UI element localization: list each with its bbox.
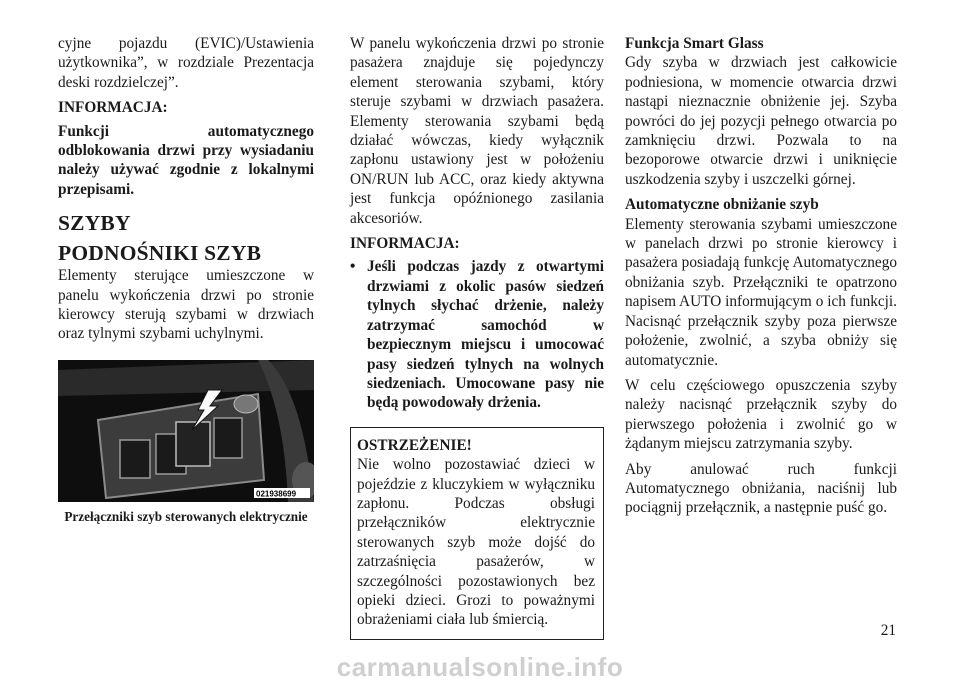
paragraph-continued: cyjne pojazdu (EVIC)/Ustawienia użytkownika”, w rozdziale Prezentacja deski rozdzielczej”. xyxy=(58,35,314,91)
window-switches-photo xyxy=(58,360,314,502)
paragraph-smart-glass: Gdy szyba w drzwiach jest całkowicie podniesiona, w momencie otwarcia drzwi nastąpi nieznacznie obniżenie jej. Szyba powróci do jej pozycji pełnego otwarcia po zamknięciu drzwi. Pozwala to na bezoporowe otwarcie drzwi i uniknięcie uszkodzenia szyby i uszczelki górnej. xyxy=(625,54,897,188)
column-middle xyxy=(350,34,604,640)
column-right xyxy=(625,34,897,518)
paragraph-cancel: Aby anulować ruch funkcji Automatycznego obniżania, naciśnij lub pociągnij przełącznik, a następnie puść go. xyxy=(625,460,897,517)
page-number: 21 xyxy=(880,622,896,639)
heading-auto-down: Automatyczne obniżanie szyb xyxy=(625,196,819,214)
paragraph-auto-down: Elementy sterowania szybami umieszczone w panelach drzwi po stronie kierowcy i pasażera posiadają funkcję Automatycznego obniżania szyb. Przełączniki te opatrzono napisem AUTO informującym o ich funkcji. Nacisnąć przełącznik szyby poza pierwsze położenie, zwolnić, a szyba obniży się automatycznie. xyxy=(625,215,897,369)
paragraph-window-controls: Elementy sterujące umieszczone w panelu wykończenia drzwi po stronie kierowcy sterują szybami w drzwiach oraz tylnymi szybami uchylnymi. xyxy=(58,267,314,343)
bullet-icon: • xyxy=(350,258,356,276)
warning-text: Nie wolno pozostawiać dzieci w pojeździe z kluczykiem w wyłączniku zapłonu. Podczas obsługi przełączników elektrycznie sterowanych szyb może dojść do zatrzaśnięcia pasażerów, w szczególności pozostawionych bez opieki dzieci. Grozi to poważnymi obrażeniami ciała lub śmiercią. xyxy=(357,456,595,629)
info-text: Funkcji automatycznego odblokowania drzwi przy wysiadaniu należy używać zgodnie z lokalnymi przepisami. xyxy=(58,122,314,198)
figure-caption: Przełączniki szyb sterowanych elektrycznie xyxy=(64,508,308,524)
image-code: 021938699 xyxy=(256,489,297,499)
warning-title: OSTRZEŻENIE! xyxy=(357,436,472,454)
info-label: INFORMACJA: xyxy=(58,99,168,117)
bullet-text: Jeśli podczas jazdy z otwartymi drzwiami z okolic pasów siedzeń tylnych słychać drżenie, należy zatrzymać samochód w bezpiecznym miejscu i umocować pasy siedzeń tylnych na wolnych siedzeniach. Umocowane pasy nie będą powodowały drżenia. xyxy=(367,258,604,412)
paragraph-partial-down: W celu częściowego opuszczenia szyby należy nacisnąć przełącznik szyby do pierwszego położenia i zwolnić go w żądanym miejscu zatrzymania szyby. xyxy=(625,376,897,453)
column-left xyxy=(58,34,314,525)
watermark: carmanualsonline.info xyxy=(336,652,624,682)
info-bullet xyxy=(350,257,604,412)
paragraph-passenger-controls: W panelu wykończenia drzwi po stronie pasażera znajduje się pojedynczy element sterowania szybami, który steruje szybami w drzwiach pasażera. Elementy sterowania szybami będą działać wówczas, kiedy wyłącznik zapłonu ustawiony jest w położeniu ON/RUN lub ACC, oraz kiedy aktywna jest funkcja opóźnionego zasilania akcesoriów. xyxy=(350,35,604,227)
section-title: SZYBY xyxy=(58,211,131,236)
subsection-title: PODNOŚNIKI SZYB xyxy=(58,241,262,266)
heading-smart-glass: Funkcja Smart Glass xyxy=(625,35,764,52)
warning-box xyxy=(350,427,604,640)
info-label: INFORMACJA: xyxy=(350,235,460,253)
